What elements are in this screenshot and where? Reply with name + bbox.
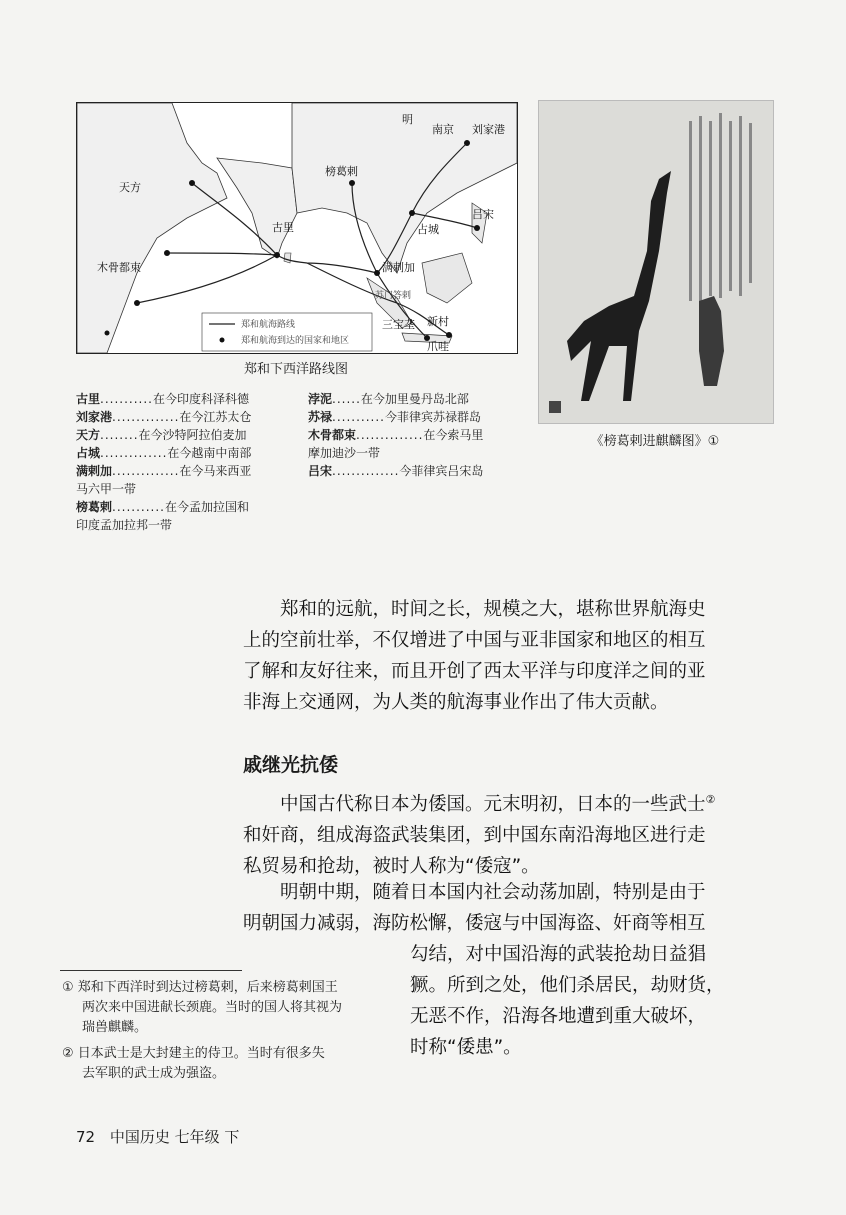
map-caption: 郑和下西洋路线图 (243, 362, 348, 377)
map-label-ming: 明 (402, 113, 413, 126)
glossary-entry: 刘家港..............在今江苏太仓 (76, 410, 252, 424)
glossary-entry: 吕宋..............今菲律宾吕宋岛 (308, 464, 484, 478)
paragraph-voyages-significance: 郑和的远航，时间之长，规模之大，堪称世界航海史 上的空前壮举，不仅增进了中国与亚非国家和地区的相互 了解和友好往来，而且开创了西太平洋与印度洋之间的亚 非海上交通网，为人类的航海事业作出了伟大贡献。 (243, 599, 706, 713)
place-marker (189, 180, 195, 186)
map-label-sumatra: 苏门答剌 (375, 291, 412, 301)
map-label-bengal: 榜葛剌 (325, 165, 358, 178)
map-label-champa: 占城 (417, 223, 439, 236)
glossary-entry: 苏禄...........今菲律宾苏禄群岛 (308, 410, 481, 424)
map-svg (77, 103, 517, 353)
page-footer (76, 1126, 239, 1147)
legend-place-label: 郑和航海到达的国家和地区 (241, 336, 350, 346)
place-marker (134, 300, 140, 306)
map-label-xincun: 新村 (427, 315, 449, 328)
glossary-entry: 榜葛剌...........在今孟加拉国和 (76, 500, 249, 514)
place-marker (164, 250, 170, 256)
place-marker (374, 270, 380, 276)
footnote-2: ② 日本武士是大封建主的侍卫。当时有很多失 去军职的武士成为强盗。 (62, 1046, 325, 1081)
legend-route-label: 郑和航海路线 (241, 320, 296, 330)
india-land (217, 158, 297, 258)
paragraph-wokou-mid-ming-cont: 勾结，对中国沿海的武装抢劫日益猖 獗。所到之处，他们杀居民，劫财货， 无恶不作，沿海各地遭到重大破坏， 时称“倭患”。 (410, 944, 725, 1058)
glossary-entry: 天方........在今沙特阿拉伯麦加 (76, 428, 247, 442)
glossary-entry: 满剌加..............在今马来西亚 (76, 464, 252, 478)
map-label-semarang: 三宝垄 (382, 318, 415, 331)
giraffe-painting-svg (539, 101, 773, 423)
place-marker (409, 210, 415, 216)
painting-caption: 《榜葛剌进麒麟图》① (590, 434, 720, 449)
map-label-liujiagang: 刘家港 (472, 123, 505, 136)
glossary-entry-continued: 马六甲一带 (76, 482, 137, 496)
borneo-land (422, 253, 472, 303)
paragraph-wokou-mid-ming: 明朝中期，随着日本国内社会动荡加剧，特别是由于 明朝国力减弱，海防松懈，倭寇与中国海盗、奸商等相互 (243, 882, 706, 934)
map-label-tianfang: 天方 (119, 181, 141, 194)
map-label-luzon: 吕宋 (472, 208, 494, 221)
place-marker (349, 180, 355, 186)
legend-place-swatch (220, 338, 225, 343)
sri-lanka-land (284, 253, 291, 263)
glossary-column-left (76, 390, 251, 534)
route-africa (137, 255, 277, 303)
section-heading: 戚继光抗倭 (243, 754, 339, 776)
seal-stamp (549, 401, 561, 413)
map-label-guli: 古里 (272, 221, 294, 234)
map-label-mogadishu: 木骨都束 (97, 261, 141, 274)
glossary-entry: 古里...........在今印度科泽科德 (76, 392, 249, 406)
book-title: 中国历史 七年级 下 (109, 1128, 240, 1146)
glossary-column-right (308, 390, 483, 480)
map-label-java: 爪哇 (427, 340, 449, 353)
glossary-entry: 占城..............在今越南中南部 (76, 446, 252, 460)
zheng-he-route-map (76, 102, 518, 354)
glossary-entry: 浡泥......在今加里曼丹岛北部 (308, 392, 469, 406)
page-number: 72 (76, 1128, 96, 1146)
footnote-ref-2: ② (705, 793, 716, 806)
footnote-rule (60, 970, 242, 971)
map-label-nanjing: 南京 (432, 123, 454, 136)
map-label-malacca: 满剌加 (382, 261, 415, 274)
place-marker (464, 140, 470, 146)
glossary-entry-continued: 摩加迪沙一带 (308, 446, 381, 460)
place-marker (274, 252, 280, 258)
glossary-entry: 木骨都束..............在今索马里 (308, 428, 484, 442)
place-marker (446, 332, 452, 338)
paragraph-wokou-origin: 中国古代称日本为倭国。元末明初，日本的一些武士② 和奸商，组成海盗武装集团，到中国东南沿海地区进行走 私贸易和抢劫，被时人称为“倭寇”。 (243, 793, 716, 878)
place-marker (105, 331, 110, 336)
giraffe-painting (538, 100, 774, 424)
footnote-1: ① 郑和下西洋时到达过榜葛剌，后来榜葛剌国王 两次来中国进献长颈鹿。当时的国人将其视为 瑞兽麒麟。 (62, 980, 343, 1035)
place-marker (474, 225, 480, 231)
glossary-entry-continued: 印度孟加拉邦一带 (76, 518, 173, 532)
